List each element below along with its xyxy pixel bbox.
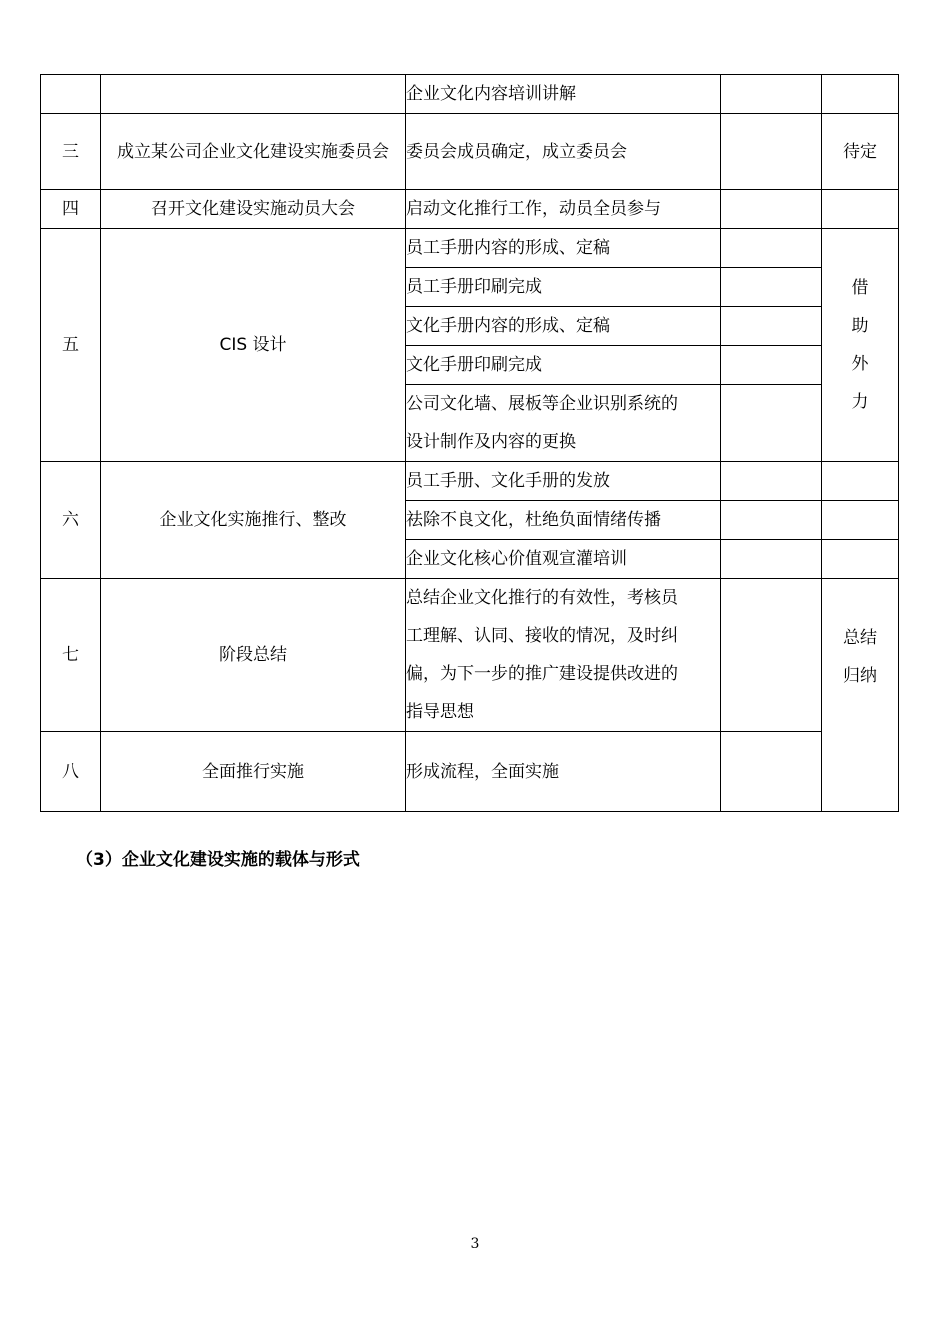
note-char: 助 <box>851 316 869 336</box>
table-row <box>41 462 899 501</box>
note-cell <box>822 540 899 579</box>
note-cell <box>822 229 899 462</box>
section-heading: （3）企业文化建设实施的载体与形式 <box>76 850 360 870</box>
time-cell <box>721 540 822 579</box>
note-char: 力 <box>851 392 869 412</box>
note-cell <box>822 462 899 501</box>
table-row <box>41 190 899 229</box>
content-line: 偏，为下一步的推广建设提供改进的 <box>406 664 678 684</box>
table-row <box>41 114 899 190</box>
note-cell <box>822 75 899 114</box>
step-number-cell: 七 <box>41 579 101 732</box>
note-char: 外 <box>851 354 869 374</box>
table-row <box>41 732 899 812</box>
content-cell: 文化手册内容的形成、定稿 <box>406 307 721 346</box>
time-cell <box>721 346 822 385</box>
phase-cell: 企业文化实施推行、整改 <box>101 462 406 579</box>
content-cell: 委员会成员确定，成立委员会 <box>406 114 721 190</box>
content-cell: 文化手册印刷完成 <box>406 346 721 385</box>
time-cell <box>721 501 822 540</box>
table-row <box>41 579 899 732</box>
time-cell <box>721 385 822 462</box>
content-cell: 员工手册、文化手册的发放 <box>406 462 721 501</box>
time-cell <box>721 190 822 229</box>
content-line: 指导思想 <box>406 702 474 722</box>
time-cell <box>721 268 822 307</box>
content-line: 工理解、认同、接收的情况，及时纠 <box>406 626 678 646</box>
phase-cell: CIS 设计 <box>101 229 406 462</box>
table-row <box>41 229 899 268</box>
note-char: 借 <box>851 278 869 298</box>
phase-text: 成立某公司企业文化建设实施委员会 <box>117 141 389 162</box>
content-cell: 启动文化推行工作，动员全员参与 <box>406 190 721 229</box>
time-cell <box>721 75 822 114</box>
page-number: 3 <box>470 1236 480 1252</box>
content-line: 设计制作及内容的更换 <box>406 432 576 452</box>
note-line: 归纳 <box>843 666 877 686</box>
time-cell <box>721 579 822 732</box>
time-cell <box>721 462 822 501</box>
step-number-cell: 三 <box>41 114 101 190</box>
time-cell <box>721 114 822 190</box>
phase-cell: 阶段总结 <box>101 579 406 732</box>
note-cell <box>822 579 899 812</box>
step-number-cell: 五 <box>41 229 101 462</box>
content-line: 公司文化墙、展板等企业识别系统的 <box>406 394 678 414</box>
phase-cell: 全面推行实施 <box>101 732 406 812</box>
time-cell <box>721 732 822 812</box>
phase-cell <box>101 114 406 190</box>
time-cell <box>721 307 822 346</box>
phase-cell <box>101 75 406 114</box>
implementation-plan-table <box>40 74 899 812</box>
note-line: 总结 <box>843 628 877 648</box>
step-number-cell <box>41 75 101 114</box>
content-cell: 企业文化核心价值观宣灌培训 <box>406 540 721 579</box>
content-cell: 员工手册内容的形成、定稿 <box>406 229 721 268</box>
content-cell: 祛除不良文化，杜绝负面情绪传播 <box>406 501 721 540</box>
note-cell <box>822 501 899 540</box>
table-row <box>41 75 899 114</box>
content-cell <box>406 579 721 732</box>
time-cell <box>721 229 822 268</box>
note-cell: 待定 <box>822 114 899 190</box>
step-number-cell: 四 <box>41 190 101 229</box>
step-number-cell: 六 <box>41 462 101 579</box>
content-cell: 企业文化内容培训讲解 <box>406 75 721 114</box>
content-line: 总结企业文化推行的有效性，考核员 <box>406 588 678 608</box>
step-number-cell: 八 <box>41 732 101 812</box>
note-cell <box>822 190 899 229</box>
content-cell <box>406 385 721 462</box>
phase-cell: 召开文化建设实施动员大会 <box>101 190 406 229</box>
content-cell: 员工手册印刷完成 <box>406 268 721 307</box>
content-cell: 形成流程，全面实施 <box>406 732 721 812</box>
